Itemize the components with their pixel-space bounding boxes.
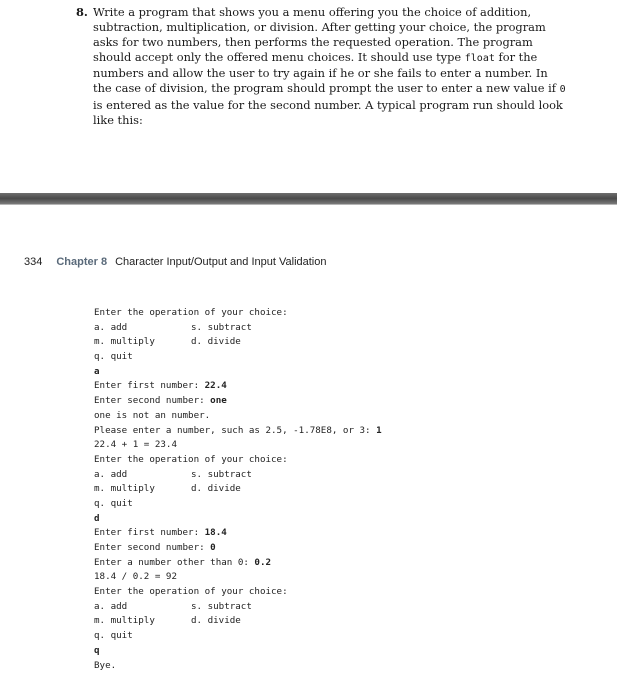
- inline-code-zero: 0: [559, 84, 566, 96]
- page-divider: [0, 193, 617, 204]
- prompt-text: Enter first number:: [94, 380, 205, 392]
- menu-row: [94, 468, 382, 483]
- program-run: [94, 306, 382, 673]
- user-input: 18.4: [204, 527, 227, 539]
- menu-option-divide: d. divide: [191, 336, 241, 348]
- menu-prompt: Enter the operation of your choice:: [94, 586, 288, 598]
- menu-option-multiply: m. multiply: [94, 336, 155, 348]
- exercise-number: 8.: [76, 5, 88, 19]
- menu-option-add: a. add: [94, 321, 128, 333]
- menu-option-quit: q. quit: [94, 351, 133, 363]
- menu-row: [94, 614, 382, 629]
- exercise-text-part: for the numbers and allow the user to try again if he or she fails to enter a number. In the case of division, the program should prompt the user to enter a new value if: [93, 50, 560, 96]
- chapter-title: Character Input/Output and Input Validation: [115, 256, 327, 268]
- menu-option-quit: q. quit: [94, 497, 133, 509]
- menu-option-add: a. add: [94, 468, 128, 480]
- menu-option-subtract: s. subtract: [191, 321, 252, 333]
- second-number-line: [94, 394, 382, 409]
- page-number: 334: [24, 256, 43, 268]
- menu-prompt: Enter the operation of your choice:: [94, 307, 288, 318]
- exercise-text-part: is entered as the value for the second number. A typical program run should look like this:: [93, 97, 563, 127]
- prompt-text: Enter second number:: [94, 395, 211, 407]
- user-input: 0: [210, 542, 216, 553]
- menu-option-quit: q. quit: [94, 630, 133, 642]
- menu-row: [94, 482, 382, 497]
- goodbye-message: Bye.: [94, 659, 117, 671]
- result-line: 22.4 + 1 = 23.4: [94, 439, 177, 451]
- exercise-text: [93, 5, 566, 128]
- menu-option-divide: d. divide: [191, 615, 241, 627]
- page-divider-line: [0, 204, 617, 205]
- chapter-label: Chapter 8: [56, 256, 108, 268]
- exercise-8: [76, 5, 566, 128]
- prompt-text: Enter a number other than 0:: [94, 556, 255, 568]
- first-number-line: [94, 379, 382, 394]
- error-message: one is not an number.: [94, 409, 211, 421]
- nonzero-line: [94, 556, 382, 571]
- user-choice: a: [94, 365, 100, 377]
- menu-option-multiply: m. multiply: [94, 615, 155, 627]
- prompt-text: Please enter a number, such as 2.5, -1.78E8, or 3:: [94, 424, 377, 436]
- user-input: 22.4: [204, 380, 227, 392]
- menu-option-subtract: s. subtract: [191, 468, 252, 480]
- exercise-text-part: Write a program that shows you a menu offering you the choice of addition, subtraction, multiplication, or division. After getting your choice, the program asks for two numbers, then performs the requested operation. The program should accept only the offered menu choices. It should use type: [93, 5, 546, 65]
- inline-code-float: float: [464, 53, 495, 65]
- user-input: 1: [376, 424, 382, 436]
- user-choice: q: [94, 644, 100, 656]
- menu-prompt: Enter the operation of your choice:: [94, 453, 288, 465]
- first-number-line: [94, 526, 382, 541]
- result-line: 18.4 / 0.2 = 92: [94, 571, 177, 583]
- menu-option-add: a. add: [94, 600, 128, 612]
- prompt-text: Enter first number:: [94, 527, 205, 539]
- page-header: [24, 256, 327, 268]
- second-number-line: [94, 541, 382, 556]
- user-input: 0.2: [254, 556, 272, 568]
- menu-row: [94, 600, 382, 615]
- prompt-text: Enter second number:: [94, 542, 211, 553]
- menu-option-divide: d. divide: [191, 483, 241, 495]
- retry-line: [94, 424, 382, 439]
- menu-option-multiply: m. multiply: [94, 483, 155, 495]
- menu-row: [94, 335, 382, 350]
- user-input: one: [210, 395, 227, 407]
- user-choice: d: [94, 512, 100, 524]
- menu-option-subtract: s. subtract: [191, 600, 252, 612]
- menu-row: [94, 321, 382, 336]
